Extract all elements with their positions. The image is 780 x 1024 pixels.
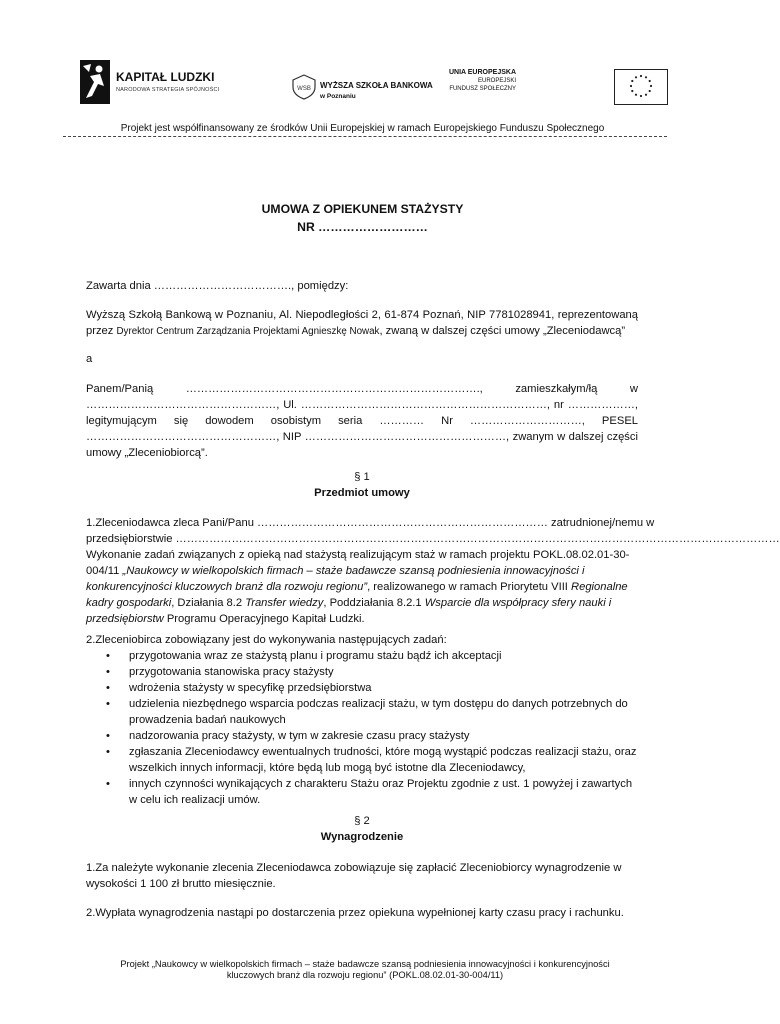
section-2-title: Wynagrodzenie — [320, 831, 404, 843]
party-one-text-b: , zwaną w dalszej części umowy „Zleceniodawcą” — [379, 325, 626, 337]
s1-p1-text-c: , Działania 8.2 — [171, 597, 246, 609]
section-2-number: § 2 — [354, 815, 370, 827]
footer-line-2: kluczowych branż dla rozwoju regionu” (POKL.08.02.01-30-004/11) — [226, 970, 504, 980]
section-1-title: Przedmiot umowy — [314, 487, 410, 499]
list-item: • przygotowania wraz ze stażystą planu i programu stażu bądź ich akceptacji — [86, 648, 638, 664]
s1-p1-text-b: , realizowanego w ramach Priorytetu VIII — [367, 581, 572, 593]
kapital-ludzki-title: KAPITAŁ LUDZKI — [116, 70, 215, 84]
document-number: NR ……………………… — [297, 220, 428, 234]
s1-p1-text-d: , Poddziałania 8.2.1 — [323, 597, 425, 609]
s1-p1-project-name: „Naukowcy w wielkopolskich firmach – staże badawcze szansą podniesienia innowacyjności i konkurencyjności kluczowych branż dla rozwoju regionu” — [86, 565, 585, 593]
task-list — [86, 648, 638, 808]
eu-line-3: FUNDUSZ SPOŁECZNY — [449, 86, 516, 92]
section-1-number: § 1 — [354, 471, 370, 483]
s1-p1-subaction: Wsparcie dla współpracy sfery nauki i przedsiębiorstw — [86, 597, 612, 625]
list-item: • udzielenia niezbędnego wsparcia podczas realizacji stażu, w tym dostępu do danych potrzebnych do prowadzenia badań naukowych — [86, 696, 638, 728]
wsb-mark-text: WSB — [297, 86, 311, 92]
list-item: • wdrożenia stażysty w specyfikę przedsiębiorstwa — [86, 680, 638, 696]
header-logos — [0, 58, 725, 110]
footer-line-1: Projekt „Naukowcy w wielkopolskich firmach – staże badawcze szansą podniesienia innowacyjności i konkurencyjności — [120, 959, 610, 969]
s1-p1-action: Transfer wiedzy — [245, 597, 324, 609]
s1-p1-text-a: Wykonanie zadań związanych z opieką nad stażystą realizującym staż w ramach projektu POKL.08.02.01-30-004/11 — [86, 549, 630, 577]
kapital-ludzki-emblem-icon — [80, 60, 110, 104]
s1-p1-body — [86, 547, 638, 627]
page-footer — [95, 959, 635, 981]
wsb-shield-icon — [292, 74, 316, 100]
header-divider — [63, 136, 667, 137]
eu-flag-icon — [614, 69, 668, 105]
kapital-ludzki-subtitle: NARODOWA STRATEGIA SPÓJNOŚCI — [116, 87, 220, 93]
concluded-date-line: Zawarta dnia ………………………………., pomiędzy: — [86, 280, 349, 292]
eu-logo-text — [422, 68, 516, 93]
party-two-paragraph: Panem/Panią ……………………………………………………………………., zamieszkałym/łą w ……………………………………………, Ul. …………………………………………………………, nr ………………, legitymującym się dowodem osobistym seria ………… Nr …………………………, PESEL ……………………………………………, NIP ………………………………………………, zwanym w dalszej części umowy „Zleceniobiorcą”. — [86, 383, 638, 459]
funding-note: Projekt jest współfinansowany ze środków Unii Europejskiej w ramach Europejskiego Funduszu Społecznego — [120, 123, 605, 134]
s1-p1-priority: Regionalne kadry gospodarki — [86, 581, 628, 609]
wsb-title: WYŻSZA SZKOŁA BANKOWA — [320, 81, 433, 90]
party-one-representative: Dyrektor Centrum Zarządzania Projektami Agnieszkę Nowak — [116, 326, 380, 337]
party-one-paragraph — [86, 307, 638, 340]
s1-p1-line1: 1.Zleceniodawca zleca Pani/Panu …………………………………………………………………… zatrudnionej/nemu w — [86, 517, 655, 529]
and-separator: a — [86, 353, 93, 365]
s1-p2-intro: 2.Zleceniobirca zobowiązany jest do wykonywania następujących zadań: — [86, 634, 447, 646]
wsb-subtitle: w Poznaniu — [320, 93, 356, 100]
s1-p1-text-e: Programu Operacyjnego Kapitał Ludzki. — [163, 613, 365, 625]
document-title: UMOWA Z OPIEKUNEM STAŻYSTY — [261, 202, 464, 216]
s2-p1: 1.Za należyte wykonanie zlecenia Zleceniodawca zobowiązuje się zapłacić Zleceniobiorcy wynagrodzenie w wysokości 1 100 zł brutto miesięcznie. — [86, 862, 622, 890]
list-item: • innych czynności wynikających z charakteru Stażu oraz Projektu zgodnie z ust. 1 powyżej i zawartych w celu ich realizacji umów. — [86, 776, 638, 808]
list-item: • nadzorowania pracy stażysty, w tym w zakresie czasu pracy stażysty — [86, 728, 638, 744]
task-list-wrapper — [86, 648, 638, 808]
list-item: • zgłaszania Zleceniodawcy ewentualnych trudności, które mogą wystąpić podczas realizacji stażu, oraz wszelkich innych informacji, które będą lub mogą być istotne dla Zleceniodawcy, — [86, 744, 638, 776]
s2-p2: 2.Wypłata wynagrodzenia nastąpi po dostarczenia przez opiekuna wypełnionej karty czasu pracy i rachunku. — [86, 907, 624, 919]
list-item: • przygotowania stanowiska pracy stażysty — [86, 664, 638, 680]
s1-p1-line2: przedsiębiorstwie ……………………………………………………………………………………………………………………………………………… — [86, 533, 780, 545]
party-one-text-a: Wyższą Szkołą Bankową w Poznaniu, Al. Niepodległości 2, 61-874 Poznań, NIP 7781028941, reprezentowaną przez — [86, 309, 638, 337]
eu-line-1: UNIA EUROPEJSKA — [448, 69, 516, 76]
eu-line-2: EUROPEJSKI — [477, 78, 516, 84]
